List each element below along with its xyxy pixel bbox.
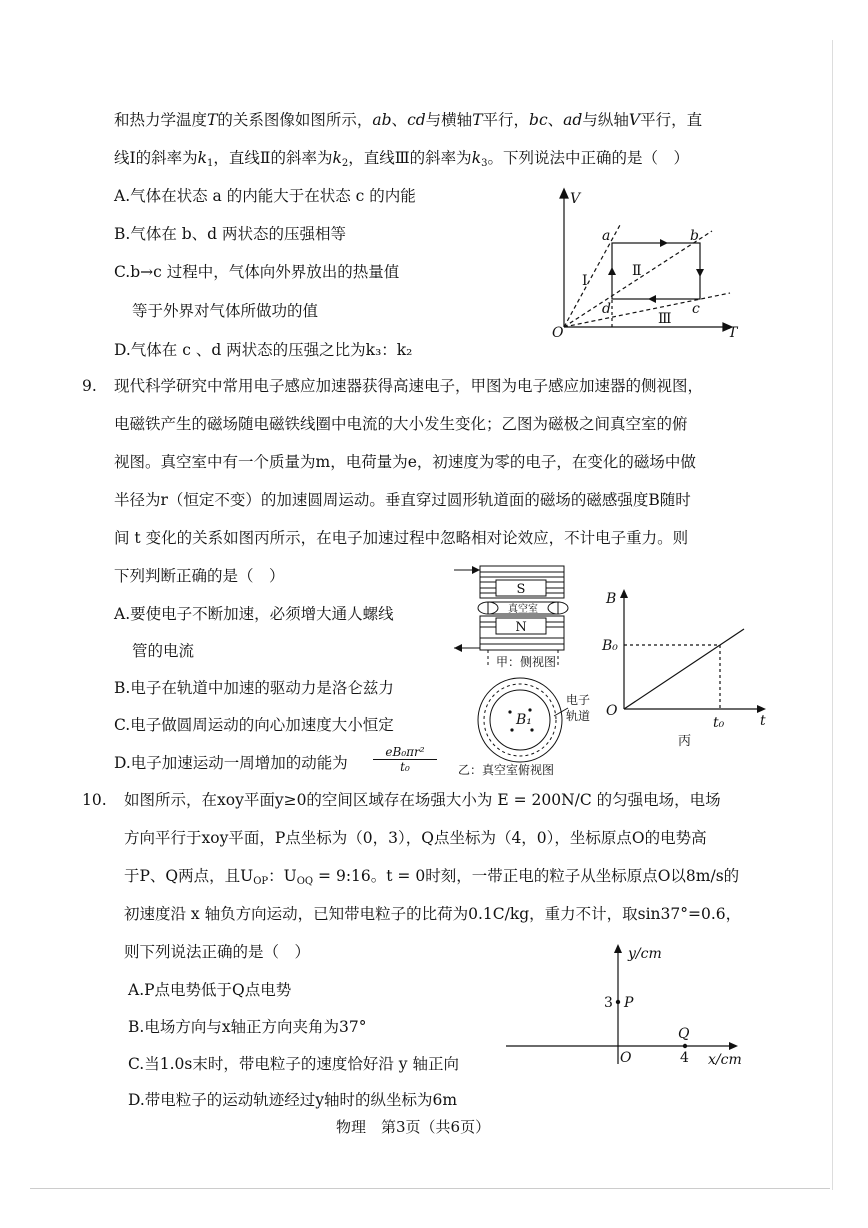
q9-option-b: B.电子在轨道中加速的驱动力是洛仑兹力	[114, 679, 394, 697]
q9-number: 9.	[82, 377, 97, 395]
origin-label: O	[606, 703, 618, 719]
side-view-caption: 甲：侧视图	[495, 655, 557, 669]
q9-stem-line6: 下列判断正确的是（ ）	[114, 567, 285, 585]
t-axis-label: t	[760, 713, 766, 729]
point-q	[683, 1044, 687, 1048]
q9-stem-line3: 视图。真空室中有一个质量为m，电荷量为e，初速度为零的电子，在变化的磁场中做	[114, 453, 696, 471]
p-label: P	[624, 995, 634, 1011]
q8-option-d: D.气体在 c 、d 两状态的压强之比为k₃：k₂	[114, 341, 413, 359]
t0-label: t₀	[713, 715, 725, 731]
v-axis-label: V	[570, 191, 581, 207]
point-b-label: b	[690, 228, 699, 244]
bt-caption: 丙	[678, 734, 692, 749]
q9-stem-line5: 间 t 变化的关系如图丙所示，在电子加速过程中忽略相对论效应，不计电子重力。则	[114, 529, 689, 547]
origin-label: O	[552, 325, 564, 341]
q10-option-c: C.当1.0s末时，带电粒子的速度恰好沿 y 轴正向	[128, 1055, 459, 1073]
line-III-label: Ⅲ	[658, 311, 672, 327]
q9-option-a-line1: A.要使电子不断加速，必须增大通人螺线	[114, 605, 394, 623]
s-pole-label: S	[516, 582, 526, 597]
q10-stem-line2: 方向平行于xoy平面，P点坐标为（0，3），Q点坐标为（4，0），坐标原点O的电势高	[124, 829, 707, 847]
track-label-2: 轨道	[566, 709, 591, 723]
b0-label: B₀	[602, 638, 618, 654]
q9-stem-line2: 电磁铁产生的磁场随电磁铁线圈中电流的大小发生变化；乙图为磁极之间真空室的俯	[114, 415, 688, 433]
q10-number: 10.	[82, 791, 107, 809]
q10-stem-line5: 则下列说法正确的是（ ）	[124, 943, 311, 961]
page-footer: 物理 第3页（共6页）	[336, 1118, 491, 1136]
n-pole-label: N	[515, 620, 527, 635]
top-view-caption: 乙：真空室俯视图	[458, 763, 555, 777]
scan-edge-bottom	[30, 1188, 830, 1189]
point-p	[616, 1000, 620, 1004]
line-I-label: Ⅰ	[582, 273, 588, 289]
fraction-denominator: t₀	[400, 760, 410, 774]
b-axis-label: B	[606, 591, 617, 607]
scan-edge-right	[832, 40, 833, 1190]
q8-option-c-line1: C.b→c 过程中，气体向外界放出的热量值	[114, 263, 400, 281]
q10-stem-line3: 于P、Q两点，且$U_{OP}$：$U_{OQ}$ = 9:16。t = 0时刻，一带正电的粒子从坐标原点O以8m/s的	[124, 867, 740, 887]
arrow-da	[608, 267, 616, 275]
q9-stem-line4: 半径为r（恒定不变）的加速圆周运动。垂直穿过圆形轨道面的磁场的磁感强度B随时	[114, 491, 691, 509]
q8-vt-graph	[540, 185, 750, 345]
arrow-cd	[648, 295, 656, 303]
track-label-1: 电子	[566, 693, 591, 707]
point-a-label: a	[602, 228, 611, 244]
fraction-numerator: eB₀πr²	[373, 745, 437, 760]
q9-option-a-line2: 管的电流	[132, 642, 195, 660]
x-axis-label: x/cm	[708, 1052, 742, 1068]
arrow-ab	[660, 239, 668, 247]
q9-option-d-fraction	[373, 745, 437, 774]
q9-bt-graph	[600, 585, 780, 750]
y-tick-3: 3	[604, 995, 613, 1011]
q9-stem-line1: 现代科学研究中常用电子感应加速器获得高速电子，甲图为电子感应加速器的侧视图，	[114, 377, 704, 395]
y-axis-label: y/cm	[628, 946, 662, 962]
q10-stem-line1: 如图所示，在xoy平面y≥0的空间区域存在场强大小为 E = 200N/C 的匀强电场，电场	[124, 791, 721, 809]
x-tick-4: 4	[680, 1050, 689, 1066]
q8-stem-line2: 线Ⅰ的斜率为$k_1$，直线Ⅱ的斜率为$k_2$，直线Ⅲ的斜率为$k_3$。下列说法中正确的是（ ）	[114, 149, 689, 169]
q8-option-b: B.气体在 b、d 两状态的压强相等	[114, 225, 347, 243]
point-d-label: d	[602, 301, 611, 317]
output-arrow	[454, 644, 462, 652]
input-arrow	[472, 566, 480, 574]
q9-side-view-figure	[450, 560, 600, 675]
q8-option-c-line2: 等于外界对气体所做功的值	[132, 302, 319, 320]
cycle-rectangle	[612, 243, 700, 299]
t-axis-label: T	[728, 325, 738, 341]
q10-option-d: D.带电粒子的运动轨迹经过y轴时的纵坐标为6m	[128, 1091, 458, 1109]
b1-label: B₁	[516, 712, 532, 728]
q8-stem-line1: 和热力学温度T的关系图像如图所示，ab、cd与横轴T平行，bc、ad与纵轴V平行，直	[114, 111, 703, 129]
point-c-label: c	[692, 301, 700, 317]
q10-option-a: A.P点电势低于Q点电势	[128, 981, 292, 999]
q9-option-d: D.电子加速运动一周增加的动能为	[114, 754, 348, 772]
q10-xy-graph	[500, 938, 760, 1068]
q10-stem-line4: 初速度沿 x 轴负方向运动，已知带电粒子的比荷为0.1C/kg，重力不计，取sin37°=0.6，	[124, 905, 742, 923]
q9-top-view-figure	[450, 672, 620, 782]
q8-option-a: A.气体在状态 a 的内能大于在状态 c 的内能	[114, 187, 416, 205]
line-II-label: Ⅱ	[632, 263, 642, 279]
b-t-line	[624, 629, 744, 709]
line-III	[564, 293, 730, 327]
q9-option-c: C.电子做圆周运动的向心加速度大小恒定	[114, 716, 394, 734]
arrow-bc	[696, 269, 704, 277]
origin-label: O	[620, 1050, 632, 1066]
q10-option-b: B.电场方向与x轴正方向夹角为37°	[128, 1018, 367, 1036]
vacuum-chamber-label: 真空室	[508, 604, 538, 615]
v-axis-arrow	[560, 189, 568, 198]
q-label: Q	[678, 1026, 690, 1042]
